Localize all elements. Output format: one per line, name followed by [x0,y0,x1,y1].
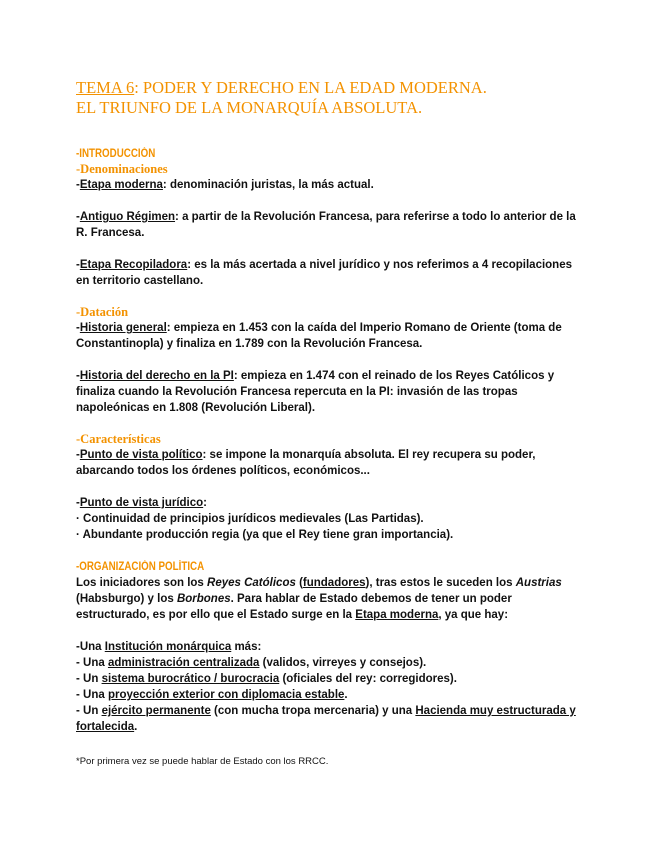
list-item: - Una administración centralizada (validos, virreyes y consejos). [76,657,427,669]
bullet-item: · Continuidad de principios jurídicos medievales (Las Partidas). [76,513,424,525]
term: Punto de vista jurídico [79,497,204,509]
paragraph-organizacion: Los iniciadores son los Reyes Católicos (fundadores), tras estos le suceden los Austrias (Habsburgo) y los Borbones. Para hablar de Estado debemos de tener un poder estructurado, es por ello que el Estado surge en la Etapa moderna, ya que hay: [76,577,562,621]
list-item: -Etapa moderna: denominación juristas, la más actual. [76,179,374,191]
list-item: -Historia del derecho en la PI: empieza en 1.474 con el reinado de los Reyes Católicos y finaliza cuando la Revolución Francesa repercuta en la PI: invasión de las tropas napoleónicas en 1.808 (Revolución Liberal). [76,370,555,414]
footnote: *Por primera vez se puede hablar de Estado con los RRCC. [76,756,329,767]
list-item: - Un sistema burocrático / burocracia (oficiales del rey: corregidores). [76,673,457,685]
subheading-caracteristicas: -Características [76,432,161,446]
document-title [76,78,584,118]
section-heading-introduccion: -INTRODUCCIÓN [76,148,156,160]
list-item: -Etapa Recopiladora: es la más acertada a nivel jurídico y nos referimos a 4 recopilaciones en territorio castellano. [76,259,573,287]
term: Historia general [79,322,167,334]
list-item: -Punto de vista jurídico: [76,497,208,509]
term: Etapa Recopiladora [79,259,188,271]
bullet-item: · Abundante producción regia (ya que el Rey tiene gran importancia). [76,529,454,541]
term: Punto de vista político [79,449,203,461]
list-item: - Una proyección exterior con diplomacia estable. [76,689,348,701]
list-item: -Historia general: empieza en 1.453 con la caída del Imperio Romano de Oriente (toma de Constantinopla) y finaliza en 1.789 con la Revolución Francesa. [76,322,562,350]
list-item: -Una Institución monárquica más: [76,641,262,653]
subheading-datacion: -Datación [76,305,129,319]
term: Historia del derecho en la PI [79,370,234,382]
section-heading-organizacion: -ORGANIZACIÓN POLÍTICA [76,561,205,573]
title-line2: EL TRIUNFO DE LA MONARQUÍA ABSOLUTA. [76,98,423,117]
term: Etapa moderna [79,179,163,191]
list-item: -Antiguo Régimen: a partir de la Revolución Francesa, para referirse a todo lo anterior de la R. Francesa. [76,211,576,239]
term: Antiguo Régimen [79,211,176,223]
subheading-denominaciones: -Denominaciones [76,162,168,176]
document-page [76,78,584,735]
title-line1: : PODER Y DERECHO EN LA EDAD MODERNA. [134,78,487,97]
list-item: - Un ejército permanente (con mucha tropa mercenaria) y una Hacienda muy estructurada y fortalecida. [76,705,576,733]
title-tema: TEMA 6 [76,78,135,97]
list-item: -Punto de vista político: se impone la monarquía absoluta. El rey recupera su poder, abarcando todos los órdenes políticos, económicos... [76,449,536,477]
